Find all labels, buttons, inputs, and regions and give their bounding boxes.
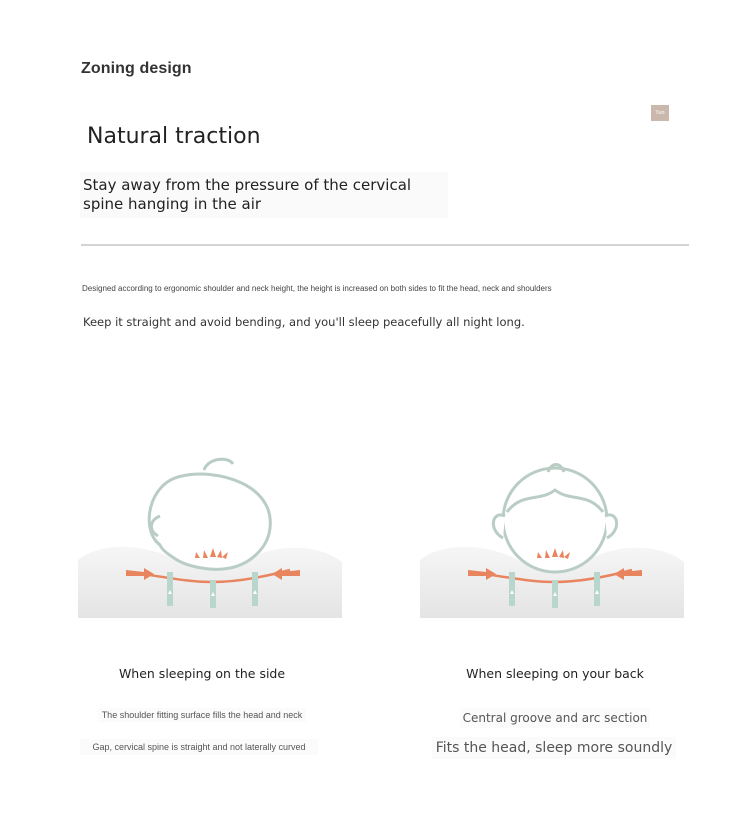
- head-outline: [149, 474, 270, 569]
- number-badge: Two: [651, 105, 669, 121]
- description-main: Keep it straight and avoid bending, and you'll sleep peacefully all night long.: [83, 315, 525, 329]
- side-sleep-note-2: Gap, cervical spine is straight and not laterally curved: [80, 739, 318, 755]
- section-label: Zoning design: [81, 60, 192, 77]
- back-sleep-note-2: Fits the head, sleep more soundly: [432, 737, 676, 759]
- right-ear: [605, 515, 617, 538]
- subheadline: Stay away from the pressure of the cervical spine hanging in the air: [80, 172, 448, 218]
- back-sleep-note-1: Central groove and arc section: [460, 708, 650, 728]
- side-sleeping-illustration: [70, 450, 350, 625]
- back-sleeping-illustration: [412, 450, 692, 625]
- side-sleep-title: When sleeping on the side: [118, 666, 286, 681]
- left-ear: [493, 515, 505, 538]
- description-small: Designed according to ergonomic shoulder and neck height, the height is increased on both sides to fit the head, neck and shoulders: [82, 284, 552, 293]
- divider: [81, 244, 689, 246]
- hair-tuft: [204, 459, 233, 470]
- back-sleep-title: When sleeping on your back: [466, 666, 644, 681]
- headline: Natural traction: [87, 124, 261, 149]
- side-sleep-note-1: The shoulder fitting surface fills the head and neck: [98, 708, 306, 722]
